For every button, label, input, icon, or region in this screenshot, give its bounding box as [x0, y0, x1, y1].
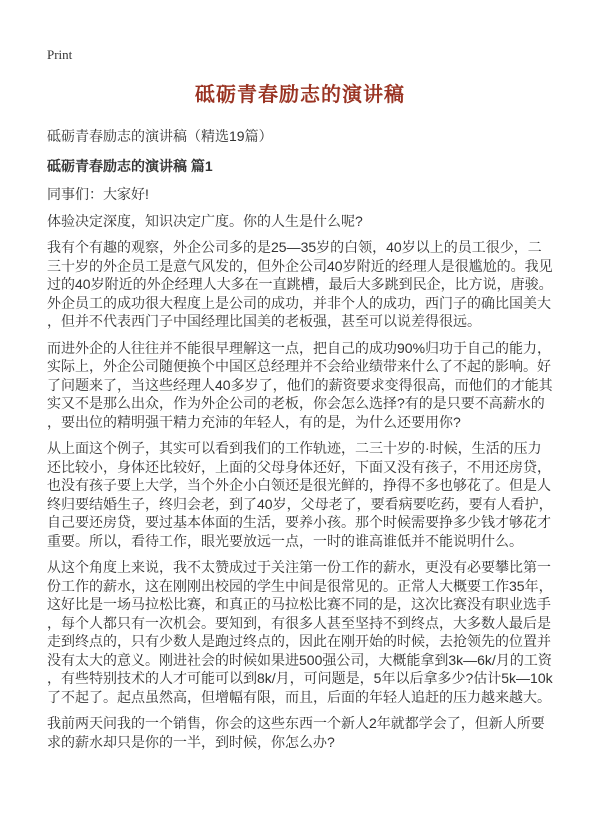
article-paragraph: 体验决定深度，知识决定广度。你的人生是什么呢? [47, 212, 363, 229]
article-paragraph: 从上面这个例子，其实可以看到我们的工作轨迹，二三十岁的·时候，生活的压力还比较小，身体还比较好，上面的父母身体还好，下面又没有孩子，不用还房贷，也没有孩子要上大学，当个外企小白领还是很光鲜的，挣得不多也够花了。但是人终归要结婚生子，终归会老，到了40岁，父母老了，要看病要吃药，要有人看护，自己要还房贷，要过基本体面的生活，要养小孩。那个时候需要挣多少钱才够花才重要。所以，看待工作，眼光要放远一点，一时的谁高谁低并不能说明什么。 [47, 440, 553, 549]
article-paragraph: 同事们：大家好! [47, 186, 149, 202]
section-heading: 砥砺青春励志的演讲稿 篇1 [47, 157, 213, 174]
page-title: 砥砺青春励志的演讲稿 [195, 84, 405, 106]
article-paragraph: 而进外企的人往往并不能很早理解这一点，把自己的成功90%归功于自己的能力，实际上，外企公司随便换个中国区总经理并不会给业绩带来什么了不起的影响。好了问题来了，当这些经理人40多岁了，他们的薪资要求变得很高，而他们的才能其实又不是那么出众，作为外企公司的老板，你会怎么选择?有的是只要不高薪水的，要出位的精明强干精力充沛的年轻人，有的是，为什么还要用你? [47, 339, 553, 430]
article-paragraph: 我前两天问我的一个销售，你会的这些东西一个新人2年就都学会了，但新人所要求的薪水却只是你的一半，到时候，你怎么办? [47, 715, 545, 750]
print-link[interactable]: Print [47, 47, 73, 62]
article-paragraph: 我有个有趣的观察，外企公司多的是25—35岁的白领，40岁以上的员工很少，二三十岁的外企员工是意气风发的，但外企公司40岁附近的经理人是很尴尬的。我见过的40岁附近的外企经理人大多在一直跳槽，最后大多跳到民企，比方说，唐骏。外企员工的成功很大程度上是公司的成功，并非个人的成功，西门子的确比国美大，但并不代表西门子中国经理比国美的老板强，甚至可以说差得很远。 [47, 239, 553, 329]
article-subtitle: 砥砺青春励志的演讲稿（精选19篇） [47, 128, 273, 144]
article-paragraph: 从这个角度上来说，我不太赞成过于关注第一份工作的薪水，更没有必要攀比第一份工作的薪水，这在刚刚出校园的学生中间是很常见的。正常人大概要工作35年，这好比是一场马拉松比赛，和真正的马拉松比赛不同的是，这次比赛没有职业选手，每个人都只有一次机会。要知到，有很多人甚至坚持不到终点，大多数人最后是走到终点的，只有少数人是跑过终点的，因此在刚开始的时候，去抢领先的位置并没有太大的意义。刚进社会的时候如果进500强公司，大概能拿到3k—6k/月的工资，有些特别技术的人才可能可以到8k/月，可问题是，5年以后拿多少?估计5k—10k了不起了。起点虽然高，但增幅有限，而且，后面的年轻人追赶的压力越来越大。 [47, 559, 553, 705]
